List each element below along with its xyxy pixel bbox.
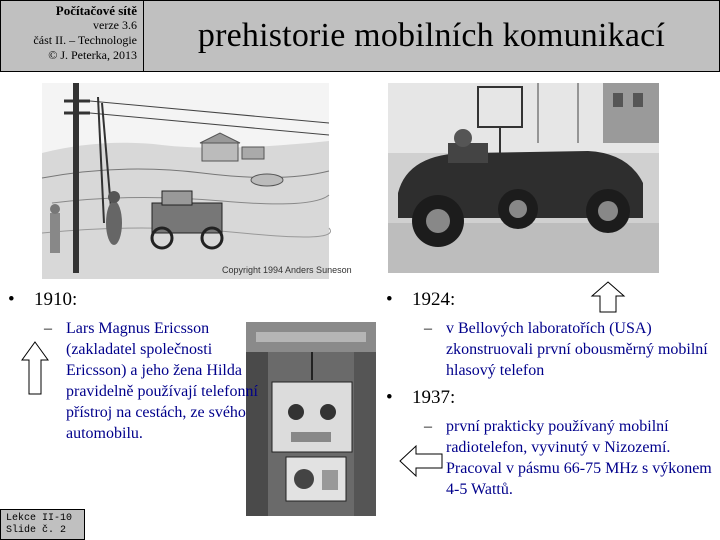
slide-title: prehistorie mobilních komunikací: [197, 17, 666, 54]
lesson-label: Lekce II-10: [6, 513, 73, 524]
course-name: Počítačové sítě: [55, 3, 137, 18]
arrow-up-icon: [590, 280, 626, 314]
course-part: část II. – Technologie: [33, 33, 137, 47]
course-copyright: © J. Peterka, 2013: [48, 48, 137, 62]
bullet-year-1910: 1910:: [34, 289, 78, 310]
slide-number: Slide č. 2: [6, 525, 67, 536]
bullet-1937: [386, 387, 455, 409]
photo-copyright-caption: Copyright 1994 Anders Suneson: [222, 265, 352, 275]
sub-1910: – Lars Magnus Ericsson (zakladatel společnosti Ericsson) a jeho žena Hilda pravidelně používají telefonní přístroj na cestách, ze svého automobilu.: [44, 320, 258, 442]
slide-footer: [0, 509, 85, 540]
course-version: verze 3.6: [93, 18, 137, 32]
arrow-left-icon: [398, 444, 444, 478]
arrow-up-icon: [20, 340, 50, 396]
bullet-dot: •: [386, 289, 393, 310]
sub-1937: – první prakticky používaný mobilní radiotelefon, vyvinutý v Nizozemí. Pracoval v pásmu 66-75 MHz s výkonem 4-5 Wattů.: [424, 416, 714, 506]
course-info-box: [0, 0, 144, 72]
bullet-year-1924: 1924:: [412, 289, 456, 310]
bullet-year-1937: 1937:: [412, 387, 456, 408]
bullet-dot: •: [386, 387, 393, 408]
text-1924: v Bellových laboratořích (USA) zkonstruovali první obousměrný mobilní hlasový telefon: [446, 320, 708, 379]
photo-1937-radiotelephone: [246, 322, 376, 516]
photo-1924-bell-labs-car: [388, 83, 659, 273]
text-1910: Lars Magnus Ericsson (zakladatel společnosti Ericsson) a jeho žena Hilda pravidelně používají telefonní přístroj na cestách, ze svého automobilu.: [66, 320, 258, 442]
title-bar: [144, 0, 720, 72]
bullet-1910: [8, 289, 77, 311]
text-1937: první prakticky používaný mobilní radiotelefon, vyvinutý v Nizozemí. Pracoval v pásmu 66-75 MHz s výkonem 4-5 Wattů.: [446, 418, 712, 498]
bullet-dot: •: [8, 289, 15, 310]
bullet-1924: [386, 289, 455, 311]
sub-1924: – v Bellových laboratořích (USA) zkonstruovali první obousměrný mobilní hlasový telefon: [424, 320, 708, 379]
photo-1910-ericsson: [42, 83, 352, 279]
